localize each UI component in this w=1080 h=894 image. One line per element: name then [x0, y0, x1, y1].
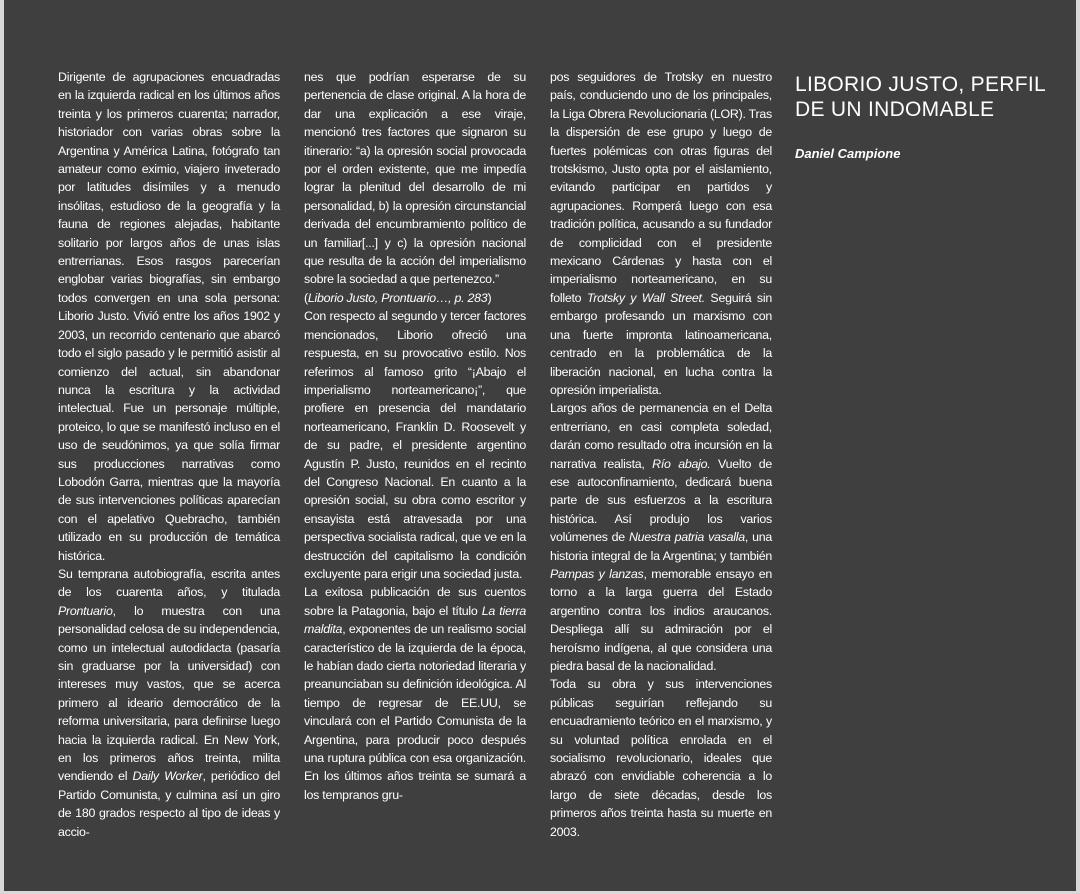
italic-title: Daily Worker — [132, 769, 203, 784]
text-column-2 — [304, 68, 526, 804]
paragraph: Dirigente de agrupaciones encuadradas en la izquierda radical en los últimos años treinta y los primeros cuarenta; narrador, historiador con varias obras sobre la Argentina y América Latina, fotógrafo tan amateur como eximio, viajero inveterado por latitudes disímiles y a menudo insólitas, estudioso de la geografía y la fauna de regiones alejadas, habitante solitario por largos años de unas islas entrerrianas. Esos rasgos parecerían englobar varias biografías, sin embargo todos convergen en una sola persona: Liborio Justo. Vivió entre los años 1902 y 2003, un recorrido centenario que abarcó todo el siglo pasado y le permitió asistir al comienzo del actual, sin abandonar nunca la escritura y la actividad intelectual. Fue un personaje múltiple, proteico, lo que se manifestó incluso en el uso de seudónimos, ya que solía firmar sus producciones narrativas como Lobodón Garra, mientras que la mayoría de sus intervenciones políticas aparecían con el apelativo Quebracho, también utilizado en su producción de temática histórica. — [58, 70, 280, 563]
paragraph: Con respecto al segundo y tercer factores mencionados, Liborio ofreció una respuesta, en su provocativo estilo. Nos referimos al famoso grito “¡Abajo el imperialismo norteamericano¡”, que profiere en presencia del mandatario norteamericano, Franklin D. Roosevelt y de su padre, el presidente argentino Agustín P. Justo, reunidos en el recinto del Congreso Nacional. En cuanto a la opresión social, su obra como escritor y ensayista está atravesada por una perspectiva socialista radical, que ve en la destrucción del capitalismo la condición excluyente para erigir una sociedad justa. — [304, 309, 526, 581]
italic-citation: Liborio Justo, Prontuario…, p. 283 — [307, 290, 488, 305]
right-page-edge — [1076, 0, 1080, 894]
paragraph: Toda su obra y sus intervenciones públicas seguirían reflejando su encuadramiento teórico en el marxismo, y su voluntad política enrolada en el socialismo revolucionario, ideales que abrazó con envidiable coherencia a lo largo de siete décadas, desde los primeros años treinta hasta su muerte en 2003. — [550, 677, 772, 839]
paragraph: Su temprana autobiografía, escrita antes de los cuarenta años, y titulada Prontuario, lo muestra con una personalidad celosa de su independencia, como un intelectual autodidacta (pasaría sin graduarse por la universidad) con intereses muy vastos, que se acerca primero al ideario democrático de la reforma universitaria, para definirse luego hacia la izquierda radical. En New York, en los primeros años treinta, milita vendiendo el Daily Worker, periódico del Partido Comunista, y culmina así un giro de 180 grados respecto al tipo de ideas y accio- — [58, 566, 280, 839]
italic-title: Trotsky y Wall Street. — [586, 290, 705, 305]
italic-title: Río abajo. — [652, 456, 711, 471]
italic-title: La tierra maldita — [304, 603, 526, 637]
text-column-3 — [550, 68, 772, 841]
left-page-edge — [0, 0, 4, 894]
italic-title: Pampas y lanzas — [550, 566, 644, 581]
text-column-1 — [58, 68, 280, 841]
italic-title: Prontuario — [58, 603, 113, 618]
paragraph: nes que podrían esperarse de su pertenencia de clase original. A la hora de dar una explicación a ese viraje, mencionó tres factores que signaron su itinerario: “a) la opresión social provocada por el orden existente, que me impedía lograr la plenitud del desarrollo de mi personalidad, b) la opresión circunstancial derivada del encumbramiento político de un familiar[...] y c) la opresión nacional que resulta de la acción del imperialismo sobre la sociedad a que pertenezco.” — [304, 70, 526, 287]
paragraph: pos seguidores de Trotsky en nuestro país, conduciendo uno de los principales, la Liga Obrera Revolucionaria (LOR). Tras la dispersión de ese grupo y luego de fuertes polémicas con otras figuras del trotskismo, Justo opta por el aislamiento, evitando participar en partidos y agrupaciones. Romperá luego con esa tradición política, acusando a su fundador de complicidad con el presidente mexicano Cárdenas y hasta con el imperialismo norteamericano, en su folleto Trotsky y Wall Street. Seguirá sin embargo profesando un marxismo con una fuerte impronta latinoamericana, centrado en la problemática de la liberación nacional, en lucha contra la opresión imperialista. — [550, 70, 772, 397]
title-block — [795, 72, 1055, 161]
citation: (Liborio Justo, Prontuario…, p. 283) — [304, 290, 492, 305]
author-name: Daniel Campione — [795, 146, 901, 161]
italic-title: Nuestra patria vasalla — [628, 530, 745, 545]
paragraph: Largos años de permanencia en el Delta entrerriano, en casi completa soledad, darán como resultado otra incursión en la narrativa realista, Río abajo. Vuelto de ese autoconfinamiento, dedicará buena parte de sus esfuerzos a la escritura histórica. Así produjo los varios volúmenes de Nuestra patria vasalla, una historia integral de la Argentina; y también Pampas y lanzas, memorable ensayo en torno a la larga guerra del Estado argentino contra los indios araucanos. Despliega allí su admiración por el heroísmo indígena, al que considera una piedra basal de la nacionalidad. — [550, 401, 772, 673]
article-title: LIBORIO JUSTO, PERFIL DE UN INDOMABLE — [795, 73, 1046, 121]
article-body — [58, 68, 778, 868]
paragraph: La exitosa publicación de sus cuentos sobre la Patagonia, bajo el título La tierra maldita, exponentes de un realismo social característico de la izquierda de la época, le habían dado cierta notoriedad literaria y preanunciaban su definición ideológica. Al tiempo de regresar de EE.UU, se vinculará con el Partido Comunista de la Argentina, para producir poco después una ruptura pública con esa organización. En los últimos años treinta se sumará a los tempranos gru- — [304, 585, 526, 802]
